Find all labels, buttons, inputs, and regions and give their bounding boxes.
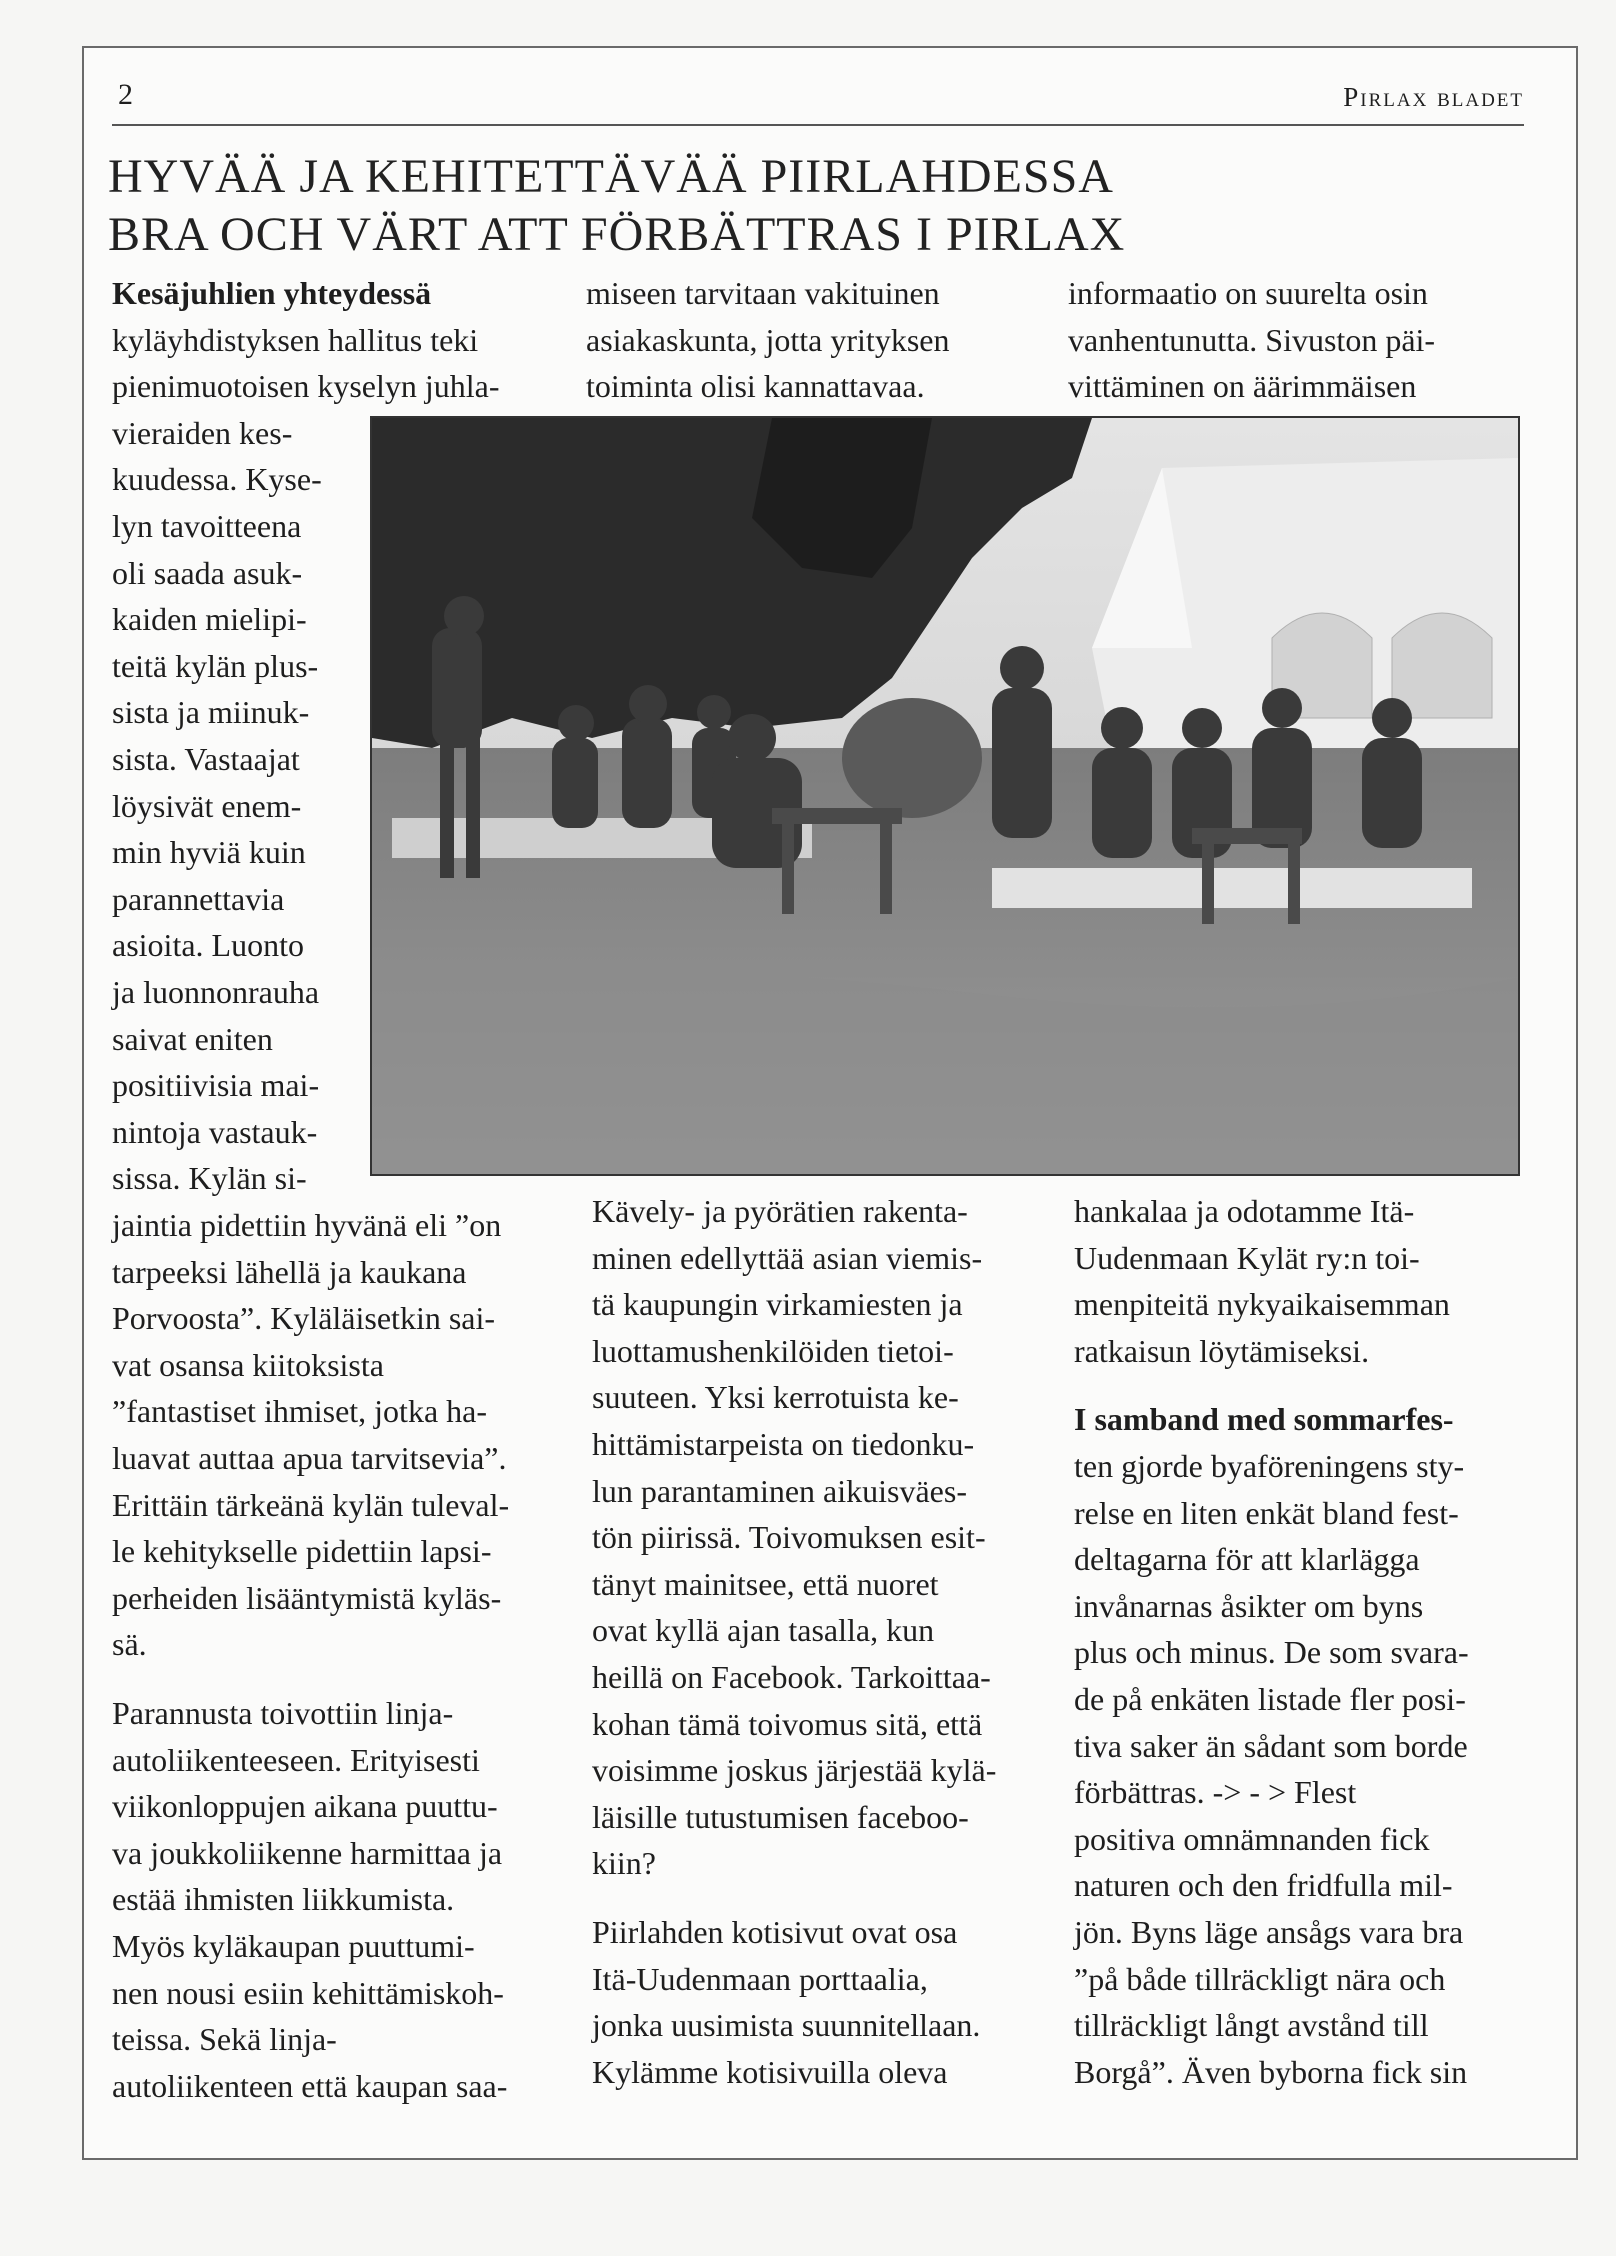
text-line: miseen tarvitaan vakituinen [586,275,940,311]
text-line: tä kaupungin virkamiesten ja [592,1286,963,1323]
tent-window [1392,613,1492,718]
text-line: förbättras. -> - > Flest [1074,1774,1357,1811]
text-line: asioita. Luonto [112,927,304,964]
text-line: asiakaskunta, jotta yrityksen [586,321,950,358]
paragraph-gap [112,1668,509,1690]
table-cloth [992,868,1472,908]
text-line: suuteen. Yksi kerrotuista ke- [592,1379,959,1416]
text-line: va joukkoliikenne harmittaa ja [112,1834,503,1871]
text-line: ten gjorde byaföreningens sty- [1074,1447,1465,1484]
text-line: ratkaisun löytämiseksi. [1074,1332,1370,1369]
text-line: vat osansa kiitoksista [112,1346,384,1383]
text-line: positiva omnämnanden fick [1074,1820,1430,1857]
text-line: vittäminen on äärimmäisen [1068,368,1417,405]
column-2-top [586,270,949,410]
text-line: toiminta olisi kannattavaa. [586,368,925,405]
text-line: heillä on Facebook. Tarkoittaa- [592,1658,991,1695]
headline-finnish: HYVÄÄ JA KEHITETTÄVÄÄ PIIRLAHDESSA [108,150,1114,203]
text-line: jonka uusimista suunnitellaan. [592,2007,981,2044]
text-line: nintoja vastauk- [112,1113,318,1150]
paragraph-gap [592,1887,996,1909]
text-line: voisimme joskus järjestää kylä- [592,1752,997,1789]
text-line: Borgå”. Även byborna fick sin [1074,2053,1468,2090]
text-line: luottamushenkilöiden tietoi- [592,1332,954,1369]
column-2-bottom [592,1188,996,2095]
text-line: vanhentunutta. Sivuston päi- [1068,321,1436,358]
text-line: jaintia pidettiin hyvänä eli ”on [112,1207,502,1243]
text-line: sista. Vastaajat [112,740,300,777]
text-line: teitä kylän plus- [112,647,319,684]
headline-swedish: BRA OCH VÄRT ATT FÖRBÄTTRAS I PIRLAX [108,208,1126,261]
text-line: ovat kyllä ajan tasalla, kun [592,1612,935,1649]
text-line: invånarnas åsikter om byns [1074,1587,1424,1624]
column-1-bottom [112,1202,509,2109]
flower-bush [842,698,982,818]
text-line: tiva saker än sådant som borde [1074,1727,1468,1764]
text-line: parannettavia [112,880,285,917]
text-line: positiivisia mai- [112,1067,320,1104]
text-line: autoliikenteeseen. Erityisesti [112,1741,480,1778]
text-line: luavat auttaa apua tarvitsevia”. [112,1439,507,1476]
text-line: saivat eniten [112,1020,273,1057]
text-line: ja luonnonrauha [112,973,320,1010]
paragraph-gap [1074,1374,1469,1396]
text-line: Erittäin tärkeänä kylän tuleval- [112,1486,510,1523]
text-line: tön piirissä. Toivomuksen esit- [592,1519,986,1556]
text-line: kaiden mielipi- [112,601,307,638]
text-line: relse en liten enkät bland fest- [1074,1494,1459,1531]
text-line: hittämistarpeista on tiedonku- [592,1425,975,1462]
text-line: I samband med sommarfes- [1074,1401,1454,1438]
text-line: nen nousi esiin kehittämiskoh- [112,1974,504,2011]
page-number: 2 [118,78,133,111]
text-line: sista ja miinuk- [112,694,310,731]
text-line: jön. Byns läge ansågs vara bra [1074,1913,1464,1950]
text-line: Kylämme kotisivuilla oleva [592,2053,948,2090]
text-line: naturen och den fridfulla mil- [1074,1867,1453,1904]
column-3-top [1068,270,1435,410]
text-line: sissa. Kylän si- [112,1160,307,1197]
text-line: tillräckligt långt avstånd till [1074,2007,1429,2044]
text-line: lyn tavoitteena [112,507,302,544]
text-line: ”fantastiset ihmiset, jotka ha- [112,1393,487,1430]
text-line: sä. [112,1626,147,1663]
text-line: Piirlahden kotisivut ovat osa [592,1913,958,1950]
headline [108,148,1125,264]
text-line: Kävely- ja pyörätien rakenta- [592,1193,968,1229]
text-line: perheiden lisääntymistä kyläs- [112,1579,502,1616]
text-line: le kehitykselle pidettiin lapsi- [112,1533,492,1570]
text-line: Myös kyläkaupan puuttumi- [112,1927,475,1964]
text-line: autoliikenteen että kaupan saa- [112,2067,508,2104]
text-line: min hyviä kuin [112,834,306,871]
text-line: informaatio on suurelta osin [1068,275,1428,311]
text-line: oli saada asuk- [112,554,303,591]
text-line: vieraiden kes- [112,414,293,451]
text-line: menpiteitä nykyaikaisemman [1074,1286,1450,1323]
text-line: minen edellyttää asian viemis- [592,1239,983,1276]
text-line: viikonloppujen aikana puuttu- [112,1788,498,1825]
text-line: deltagarna för att klarlägga [1074,1541,1420,1578]
text-line: hankalaa ja odotamme Itä- [1074,1193,1415,1229]
text-line: Parannusta toivottiin linja- [112,1694,454,1731]
text-line: ”på både tillräckligt nära och [1074,1960,1446,1997]
text-line: estää ihmisten liikkumista. [112,1881,455,1918]
text-line: kohan tämä toivomus sitä, että [592,1705,983,1742]
text-line: teissa. Sekä linja- [112,2021,337,2058]
text-line: läisille tutustumisen faceboo- [592,1798,969,1835]
party-photo-illustration [372,418,1518,1174]
text-line: pienimuotoisen kyselyn juhla- [112,368,500,405]
header-rule [112,124,1524,126]
text-line: Kesäjuhlien yhteydessä [112,275,432,311]
text-line: Itä-Uudenmaan porttaalia, [592,1960,928,1997]
party-photo [370,416,1520,1176]
text-line: Porvoosta”. Kyläläisetkin sai- [112,1300,496,1337]
text-line: kiin? [592,1845,656,1882]
publication-title: Pirlax bladet [1343,82,1524,112]
text-line: tarpeeksi lähellä ja kaukana [112,1253,467,1290]
text-line: kuudessa. Kyse- [112,461,322,498]
text-line: de på enkäten listade fler posi- [1074,1680,1466,1717]
text-line: löysivät enem- [112,787,302,824]
text-line: kyläyhdistyksen hallitus teki [112,321,479,358]
text-line: lun parantaminen aikuisväes- [592,1472,967,1509]
text-line: plus och minus. De som svara- [1074,1634,1469,1671]
text-line: Uudenmaan Kylät ry:n toi- [1074,1239,1420,1276]
text-line: tänyt mainitsee, että nuoret [592,1565,939,1602]
column-3-bottom [1074,1188,1469,2095]
